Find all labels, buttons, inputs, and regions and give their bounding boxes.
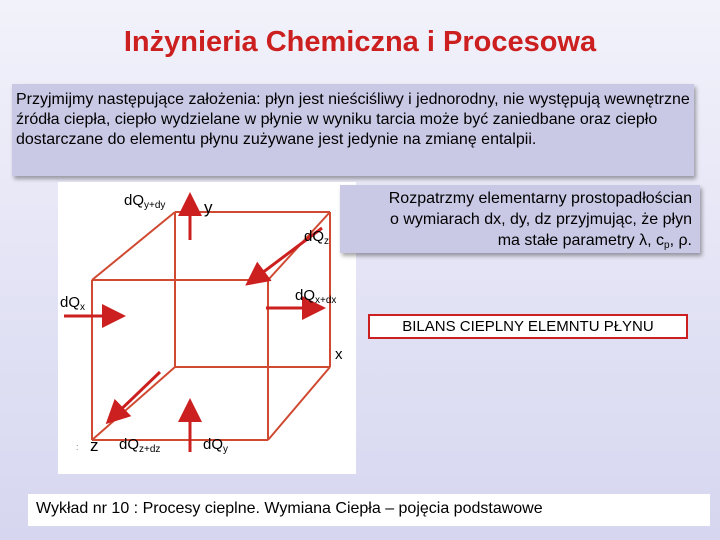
cube-edge bbox=[268, 367, 330, 440]
cube-edge bbox=[92, 367, 175, 440]
label-dqy-sub: y bbox=[223, 444, 229, 455]
footer-lecture-info: Wykład nr 10 : Procesy cieplne. Wymiana Ciepła – pojęcia podstawowe bbox=[28, 494, 710, 526]
label-dqx-dx bbox=[295, 287, 336, 306]
axis-label-z: z bbox=[90, 436, 99, 455]
label-dqy-main: dQ bbox=[203, 436, 224, 453]
label-dqx bbox=[60, 294, 85, 313]
description-line-3-start: ma stałe parametry λ, c bbox=[497, 232, 664, 249]
cube-edges bbox=[92, 212, 330, 440]
element-description-box bbox=[340, 185, 700, 253]
label-dqz-sub: z bbox=[324, 236, 330, 247]
label-dqy-dy-sub: y+dy bbox=[144, 200, 166, 211]
label-dqx-main: dQ bbox=[60, 294, 81, 311]
cube-edge bbox=[92, 212, 175, 280]
description-line-1: Rozpatrzmy elementarny prostopadłościan bbox=[388, 190, 692, 207]
arrow-dqz-dz bbox=[110, 372, 160, 420]
label-dqz bbox=[304, 228, 329, 247]
label-dqz-dz-main: dQ bbox=[119, 436, 140, 453]
axis-label-x: x bbox=[335, 346, 343, 363]
description-line-3-end: , ρ. bbox=[669, 232, 692, 249]
label-dqz-main: dQ bbox=[304, 228, 325, 245]
description-line-3-subscript: p bbox=[664, 240, 670, 251]
label-dqz-dz-sub: z+dz bbox=[139, 444, 161, 455]
assumptions-text: Przyjmijmy następujące założenia: płyn jest nieściśliwy i jednorodny, nie występują wewnętrzne źródła ciepła, ciepło wydzielane w płynie w wyniku tarcia może być zaniedbane oraz ciepło dostarczane do elementu płynu zużywane jest jedynie na zmianę entalpii. bbox=[12, 84, 694, 176]
axis-z-mark: : bbox=[76, 442, 79, 452]
axis-label-y: y bbox=[204, 198, 213, 217]
description-line-2: o wymiarach dx, dy, dz przyjmując, że płyn bbox=[389, 211, 692, 228]
slide-title: Inżynieria Chemiczna i Procesowa bbox=[123, 26, 597, 58]
heat-balance-label: BILANS CIEPLNY ELEMNTU PŁYNU bbox=[368, 314, 688, 339]
label-dqy-dy bbox=[124, 192, 165, 211]
label-dqx-dx-sub: x+dx bbox=[315, 295, 337, 306]
label-dqz-dz bbox=[119, 436, 160, 455]
label-dqy-dy-main: dQ bbox=[124, 192, 145, 209]
description-line-3 bbox=[498, 231, 692, 256]
label-dqy bbox=[203, 436, 228, 455]
label-dqx-sub: x bbox=[80, 302, 86, 313]
label-dqx-dx-main: dQ bbox=[295, 287, 316, 304]
